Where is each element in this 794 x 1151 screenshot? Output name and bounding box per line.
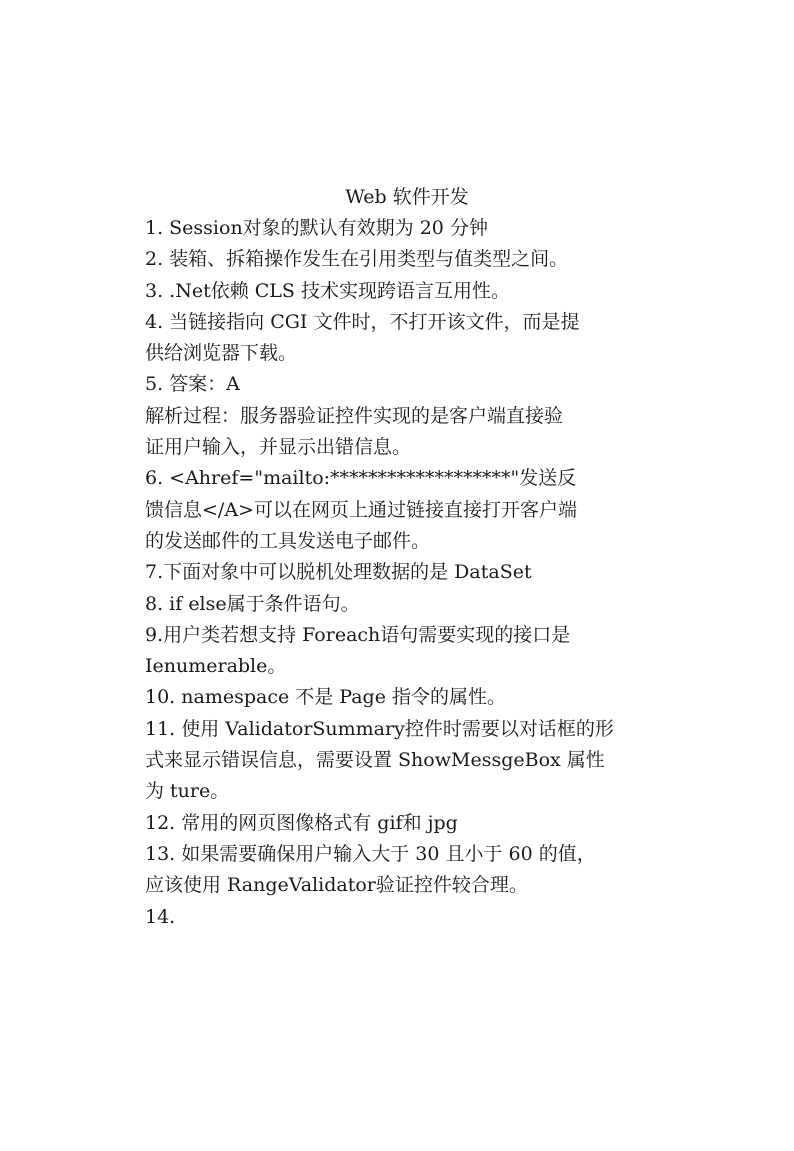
text-line: 解析过程：服务器验证控件实现的是客户端直接验 [145,404,564,427]
document-body [145,213,645,933]
text-line: 13. 如果需要确保用户输入大于 30 且小于 60 的值， [145,842,596,865]
text-line: 6. <Ahref="mailto:*******************"发送反 [145,467,577,490]
text-line: 的发送邮件的工具发送电子邮件。 [145,529,431,552]
text-line: 10. namespace 不是 Page 指令的属性。 [145,686,506,709]
text-line: 9.用户类若想支持 Foreach语句需要实现的接口是 [145,623,571,646]
text-line: 11. 使用 ValidatorSummary控件时需要以对话框的形 [145,717,614,740]
text-line: 14. [145,905,176,928]
text-line: 7.下面对象中可以脱机处理数据的是 DataSet [145,561,532,584]
text-line: 3. .Net依赖 CLS 技术实现跨语言互用性。 [145,279,510,302]
document-title: Web 软件开发 [345,186,469,208]
text-line: 为 ture。 [145,780,230,803]
text-line: 供给浏览器下载。 [145,342,298,365]
text-line: 馈信息</A>可以在网页上通过链接直接打开客户端 [145,498,577,521]
text-line: Ienumerable。 [145,655,287,678]
text-line: 2. 装箱、拆箱操作发生在引用类型与值类型之间。 [145,248,569,271]
text-line: 12. 常用的网页图像格式有 gif和 jpg [145,811,458,834]
text-line: 8. if else属于条件语句。 [145,592,360,615]
text-line: 应该使用 RangeValidator验证控件较合理。 [145,874,528,897]
text-line: 式来显示错误信息，需要设置 ShowMessgeBox 属性 [145,749,605,772]
text-line: 4. 当链接指向 CGI 文件时，不打开该文件，而是提 [145,310,580,333]
text-line: 1. Session对象的默认有效期为 20 分钟 [145,217,488,239]
text-line: 5. 答案：A [145,373,240,396]
text-line: 证用户输入，并显示出错信息。 [145,436,412,459]
